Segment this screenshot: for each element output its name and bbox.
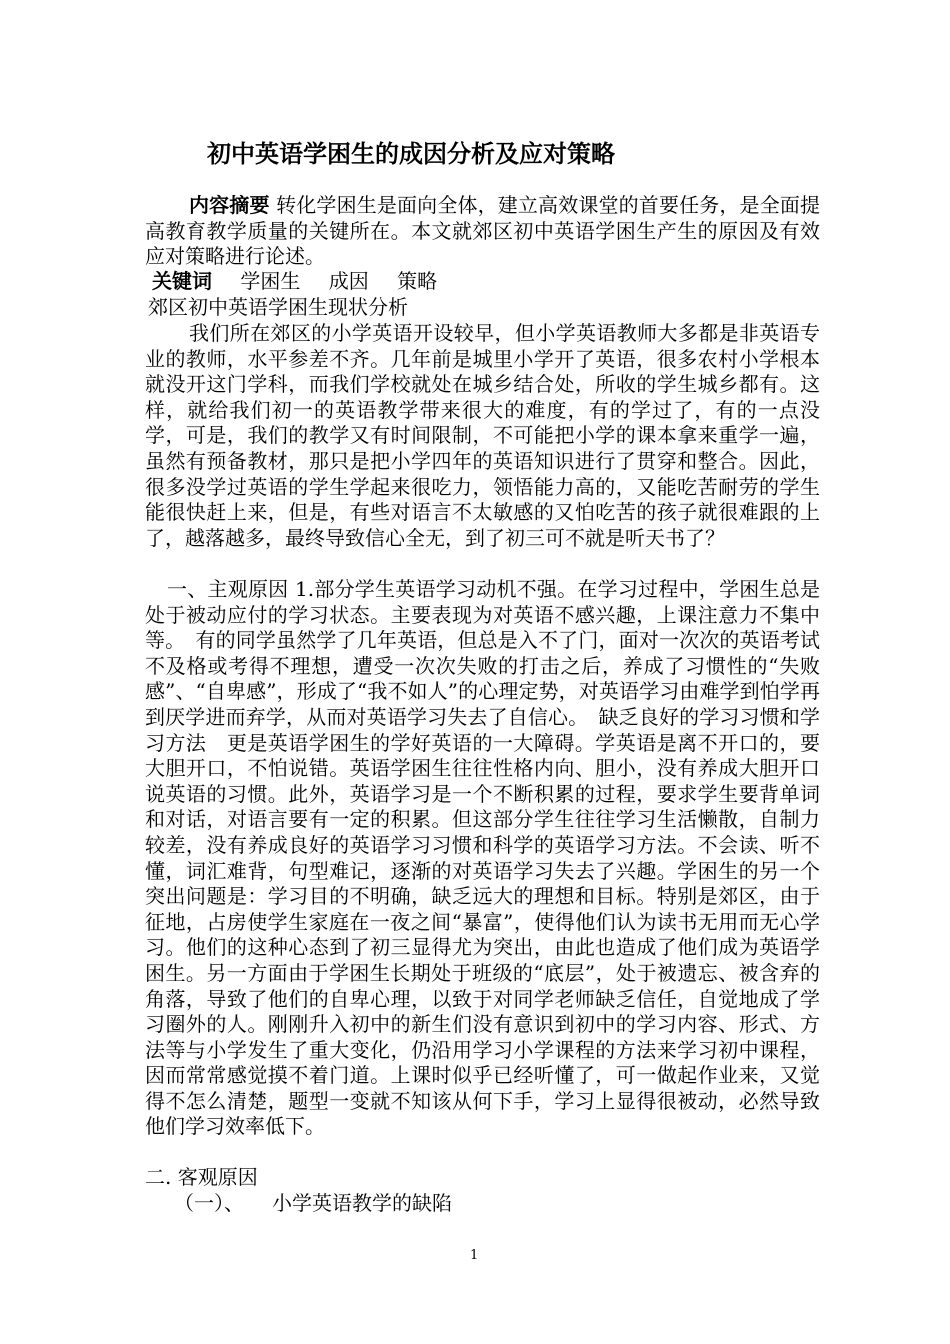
heading-text: 小学英语教学的缺陷 [272, 1191, 452, 1215]
abstract-text: 转化学困生是面向全体，建立高效课堂的首要任务，是全面提高教育教学质量的关键所在。本文就郊区初中英语学困生产生的原因及有效应对策略进行论述。 [145, 193, 821, 269]
heading-objective-causes: 二. 客观原因 [145, 1165, 258, 1189]
paragraph-status: 我们所在郊区的小学英语开设较早，但小学英语教师大多都是非英语专业的教师，水平参差不齐。几年前是城里小学开了英语，很多农村小学根本就没开这门学科，而我们学校就处在城乡结合处，所收的学生城乡都有。这样，就给我们初一的英语教学带来很大的难度，有的学过了，有的一点没学，可是，我们的教学又有时间限制，不可能把小学的课本拿来重学一遍，虽然有预备教材，那只是把小学四年的英语知识进行了贯穿和整合。因此，很多没学过英语的学生学起来很吃力，领悟能力高的，又能吃苦耐劳的学生能很快赶上来，但是，有些对语言不太敏感的又怕吃苦的孩子就很难跟的上了，越落越多，最终导致信心全无，到了初三可不就是听天书了？ [145, 321, 820, 550]
keywords [152, 269, 827, 295]
abstract-label: 内容摘要 [189, 193, 270, 217]
page-number: 1 [470, 1248, 479, 1263]
keyword-item: 成因 [328, 269, 369, 293]
abstract [145, 193, 820, 270]
section-title: 郊区初中英语学困生现状分析 [148, 295, 408, 319]
heading-primary-english-defects [174, 1191, 849, 1217]
paragraph-subjective-causes: 一、主观原因 1.部分学生英语学习动机不强。在学习过程中，学困生总是处于被动应付的学习状态。主要表现为对英语不感兴趣，上课注意力不集中等。 有的同学虽然学了几年英语，但总是入不了门，面对一次次的英语考试不及格或考得不理想，遭受一次次失败的打击之后，养成了习惯性的“失败感”、“自卑感”，形成了“我不如人”的心理定势，对英语学习由难学到怕学再到厌学进而弃学，从而对英语学习失去了自信心。 缺乏良好的学习习惯和学习方法 更是英语学困生的学好英语的一大障碍。学英语是离不开口的，要大胆开口，不怕说错。英语学困生往往性格内向、胆小，没有养成大胆开口说英语的习惯。此外，英语学习是一个不断积累的过程，要求学生要背单词和对话，对语言要有一定的积累。但这部分学生往往学习生活懒散，自制力较差，没有养成良好的英语学习习惯和科学的英语学习方法。不会读、听不懂，词汇难背，句型难记，逐渐的对英语学习失去了兴趣。学困生的另一个突出问题是：学习目的不明确，缺乏远大的理想和目标。特别是郊区，由于征地，占房使学生家庭在一夜之间“暴富”，使得他们认为读书无用而无心学习。他们的这种心态到了初三显得尤为突出，由此也造成了他们成为英语学困生。另一方面由于学困生长期处于班级的“底层”，处于被遗忘、被含弃的角落，导致了他们的自卑心理，以致于对同学老师缺乏信任，自觉地成了学习圈外的人。刚刚升入初中的新生们没有意识到初中的学习内容、形式、方法等与小学发生了重大变化，仍沿用学习小学课程的方法来学习初中课程，因而常常感觉摸不着门道。上课时似乎已经听懂了，可一做起作业来，又觉得不怎么清楚，题型一变就不知该从何下手，学习上显得很被动，必然导致他们学习效率低下。 [145, 577, 820, 1139]
keyword-item: 学困生 [240, 269, 301, 293]
heading-number: （一）、 [174, 1191, 244, 1215]
document-title: 初中英语学困生的成因分析及应对策略 [207, 139, 615, 168]
keyword-item: 策略 [397, 269, 438, 293]
keywords-label: 关键词 [152, 269, 212, 293]
